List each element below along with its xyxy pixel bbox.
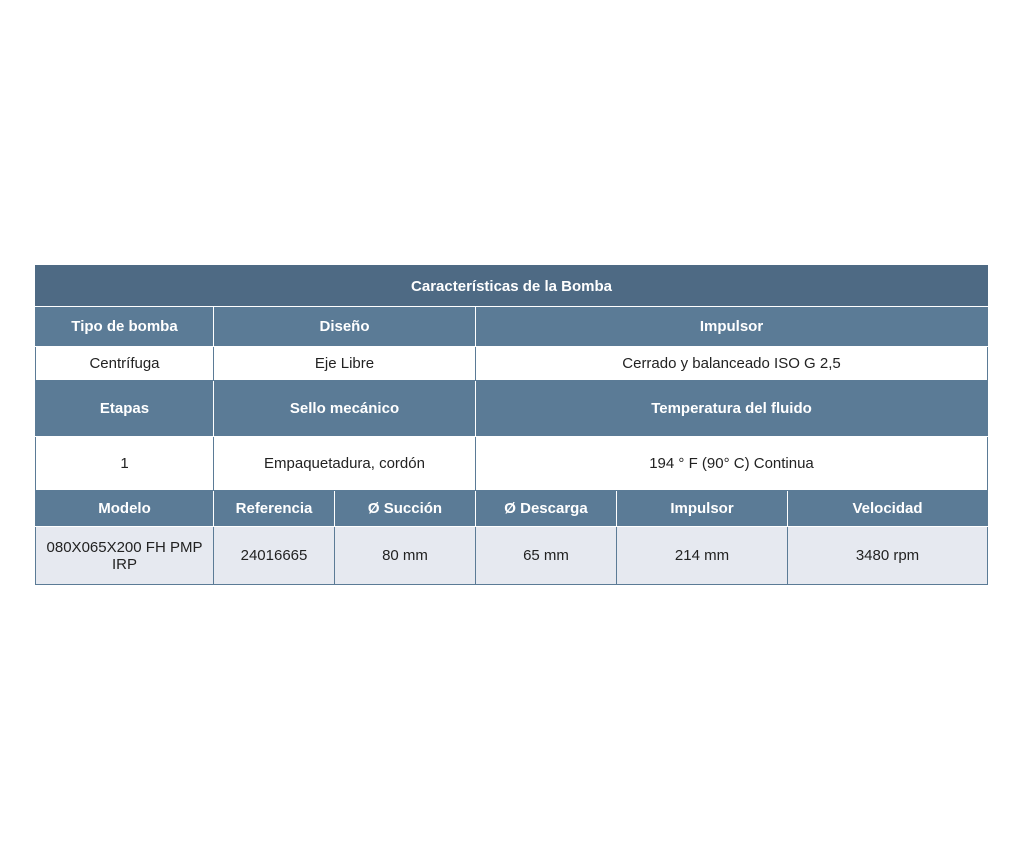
- pump-characteristics-table: [35, 265, 988, 585]
- table-title: Características de la Bomba: [36, 266, 988, 307]
- value-discharge-diameter: 65 mm: [476, 527, 617, 585]
- value-row-2: [36, 437, 988, 491]
- header-stages: Etapas: [36, 381, 214, 437]
- header-discharge-diameter: Ø Descarga: [476, 491, 617, 527]
- value-fluid-temperature: 194 ° F (90° C) Continua: [476, 437, 988, 491]
- header-reference: Referencia: [214, 491, 335, 527]
- value-design: Eje Libre: [214, 347, 476, 381]
- header-impeller-size: Impulsor: [617, 491, 788, 527]
- value-pump-type: Centrífuga: [36, 347, 214, 381]
- value-impeller-size: 214 mm: [617, 527, 788, 585]
- header-impeller: Impulsor: [476, 307, 988, 347]
- value-row-1: [36, 347, 988, 381]
- value-stages: 1: [36, 437, 214, 491]
- value-speed: 3480 rpm: [788, 527, 988, 585]
- header-pump-type: Tipo de bomba: [36, 307, 214, 347]
- value-suction-diameter: 80 mm: [335, 527, 476, 585]
- header-suction-diameter: Ø Succión: [335, 491, 476, 527]
- header-speed: Velocidad: [788, 491, 988, 527]
- header-design: Diseño: [214, 307, 476, 347]
- header-mechanical-seal: Sello mecánico: [214, 381, 476, 437]
- value-impeller: Cerrado y balanceado ISO G 2,5: [476, 347, 988, 381]
- header-row-1: [36, 307, 988, 347]
- value-model: 080X065X200 FH PMP IRP: [36, 527, 214, 585]
- header-row-2: [36, 381, 988, 437]
- value-reference: 24016665: [214, 527, 335, 585]
- value-mechanical-seal: Empaquetadura, cordón: [214, 437, 476, 491]
- value-row-3: [36, 527, 988, 585]
- header-row-3: [36, 491, 988, 527]
- table-title-row: [36, 266, 988, 307]
- header-model: Modelo: [36, 491, 214, 527]
- header-fluid-temperature: Temperatura del fluido: [476, 381, 988, 437]
